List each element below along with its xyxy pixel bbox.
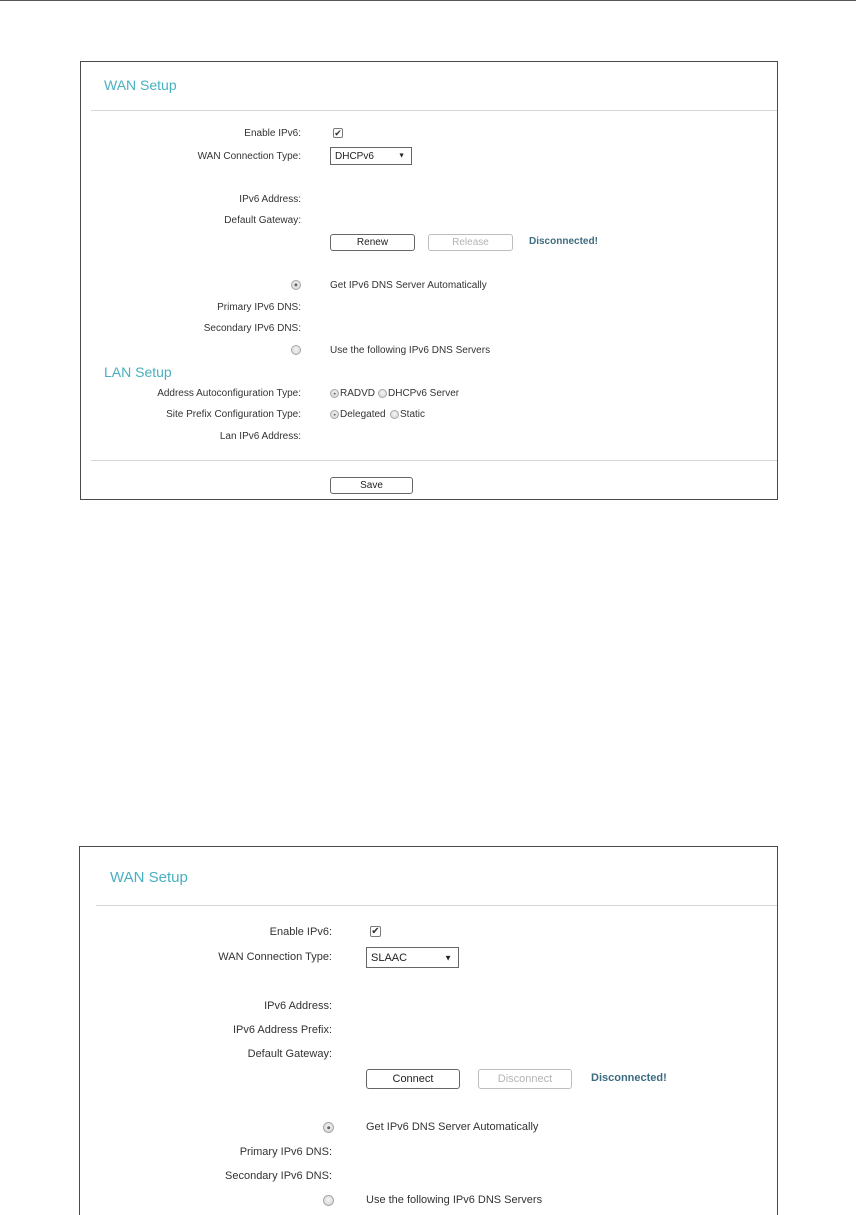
wan-setup-heading: WAN Setup xyxy=(104,77,177,93)
footer-divider xyxy=(91,460,777,461)
default-gateway-label: Default Gateway: xyxy=(247,1048,332,1060)
enable-ipv6-label: Enable IPv6: xyxy=(244,128,301,139)
connection-status: Disconnected! xyxy=(529,236,598,247)
radvd-radio[interactable] xyxy=(330,389,339,398)
wan-connection-type-label: WAN Connection Type: xyxy=(218,951,332,963)
wan-setup-panel-dhcpv6 xyxy=(80,61,778,500)
delegated-radio[interactable] xyxy=(330,410,339,419)
wan-connection-type-value: DHCPv6 xyxy=(335,150,374,162)
lan-setup-heading: LAN Setup xyxy=(104,364,172,380)
dns-manual-label: Use the following IPv6 DNS Servers xyxy=(366,1194,543,1206)
dhcpv6-server-radio[interactable] xyxy=(378,389,387,398)
wan-connection-type-label: WAN Connection Type: xyxy=(197,151,301,162)
connection-status: Disconnected! xyxy=(591,1072,667,1084)
wan-connection-type-select[interactable] xyxy=(366,947,459,968)
checkmark-icon: ✔ xyxy=(334,127,342,138)
primary-ipv6-dns-label: Primary IPv6 DNS: xyxy=(217,302,301,313)
dns-manual-label: Use the following IPv6 DNS Servers xyxy=(330,345,491,356)
ipv6-address-label: IPv6 Address: xyxy=(264,1000,332,1012)
delegated-option-label: Delegated xyxy=(340,409,386,420)
dns-manual-radio[interactable] xyxy=(323,1195,334,1206)
enable-ipv6-label: Enable IPv6: xyxy=(269,926,332,938)
static-radio[interactable] xyxy=(390,410,399,419)
wan-connection-type-value: SLAAC xyxy=(371,951,408,964)
renew-button[interactable]: Renew xyxy=(330,234,415,251)
disconnect-button[interactable]: Disconnect xyxy=(478,1069,572,1089)
chevron-down-icon: ▼ xyxy=(398,152,405,160)
chevron-down-icon: ▼ xyxy=(444,953,452,962)
release-button[interactable]: Release xyxy=(428,234,513,251)
dns-manual-radio[interactable] xyxy=(291,345,301,355)
enable-ipv6-checkbox[interactable] xyxy=(370,926,381,937)
save-button[interactable]: Save xyxy=(330,477,413,494)
enable-ipv6-checkbox[interactable] xyxy=(333,128,343,138)
ipv6-address-prefix-label: IPv6 Address Prefix: xyxy=(232,1024,332,1036)
page-top-rule xyxy=(0,0,856,1)
dns-auto-radio[interactable] xyxy=(323,1122,334,1133)
default-gateway-label: Default Gateway: xyxy=(224,215,301,226)
heading-divider xyxy=(91,110,777,111)
dhcpv6-server-option-label: DHCPv6 Server xyxy=(388,388,460,399)
static-option-label: Static xyxy=(400,409,426,420)
site-prefix-configuration-label: Site Prefix Configuration Type: xyxy=(166,409,301,420)
dns-auto-label: Get IPv6 DNS Server Automatically xyxy=(330,280,487,291)
dns-auto-radio[interactable] xyxy=(291,280,301,290)
ipv6-address-label: IPv6 Address: xyxy=(239,194,301,205)
wan-setup-panel-slaac xyxy=(79,846,778,1215)
primary-ipv6-dns-label: Primary IPv6 DNS: xyxy=(239,1146,332,1158)
wan-setup-heading: WAN Setup xyxy=(110,869,188,886)
secondary-ipv6-dns-label: Secondary IPv6 DNS: xyxy=(203,323,301,334)
address-autoconfiguration-label: Address Autoconfiguration Type: xyxy=(157,388,301,399)
dns-auto-label: Get IPv6 DNS Server Automatically xyxy=(366,1121,539,1133)
checkmark-icon: ✔ xyxy=(371,925,380,937)
heading-divider xyxy=(96,905,777,906)
lan-ipv6-address-label: Lan IPv6 Address: xyxy=(219,431,301,442)
radvd-option-label: RADVD xyxy=(340,388,376,399)
wan-connection-type-select[interactable] xyxy=(330,147,412,165)
secondary-ipv6-dns-label: Secondary IPv6 DNS: xyxy=(225,1170,332,1182)
connect-button[interactable]: Connect xyxy=(366,1069,460,1089)
